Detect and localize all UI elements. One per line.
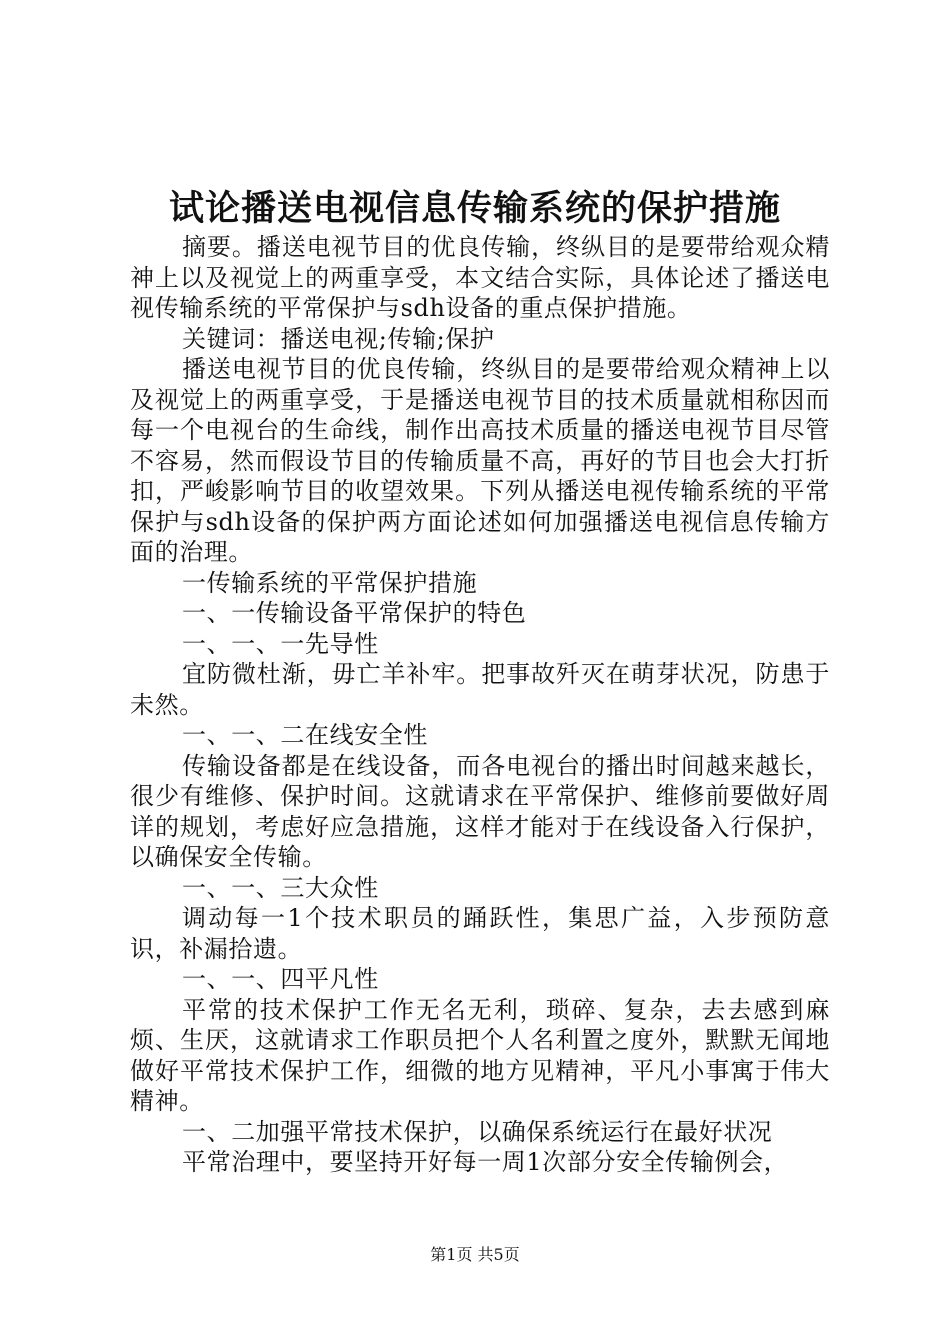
subsubsection-heading: 一、一、二在线安全性 bbox=[182, 721, 428, 749]
section-heading: 一传输系统的平常保护措施 bbox=[182, 568, 478, 597]
subsubsection-heading: 一、一、一先导性 bbox=[182, 629, 379, 658]
body-paragraph: 平常的技术保护工作无名无利，琐碎、复杂，去去感到麻烦、生厌，这就请求工作职员把个人名利置之度外，默默无闻地做好平常技术保护工作，细微的地方见精神，平凡小事寓于伟大精神。 bbox=[130, 995, 830, 1115]
page-footer: 第1页 共5页 bbox=[430, 1245, 520, 1264]
subsection-heading: 一、二加强平常技术保护，以确保系统运行在最好状况 bbox=[182, 1117, 773, 1146]
document-title: 试论播送电视信息传输系统的保护措施 bbox=[168, 188, 781, 229]
body-paragraph: 调动每一1个技术职员的踊跃性，集思广益，入步预防意识，补漏拾遗。 bbox=[130, 904, 830, 963]
document-body bbox=[130, 232, 830, 1178]
body-paragraph: 播送电视节目的优良传输，终纵目的是要带给观众精神上以及视觉上的两重享受，于是播送电视节目的技术质量就相称因而每一个电视台的生命线，制作出高技术质量的播送电视节目尽管不容易，然而假设节目的传输质量不高，再好的节目也会大打折扣，严峻影响节目的收望效果。下列从播送电视传输系统的平常保护与sdh设备的保护两方面论述如何加强播送电视信息传输方面的治理。 bbox=[130, 355, 830, 566]
keywords-paragraph: 关键词：播送电视;传输;保护 bbox=[182, 324, 495, 353]
subsection-heading: 一、一传输设备平常保护的特色 bbox=[182, 599, 527, 627]
abstract-paragraph: 摘要。播送电视节目的优良传输，终纵目的是要带给观众精神上以及视觉上的两重享受，本文结合实际，具体论述了播送电视传输系统的平常保护与sdh设备的重点保护措施。 bbox=[130, 233, 830, 322]
body-paragraph: 宜防微杜渐，毋亡羊补牢。把事故歼灭在萌芽状况，防患于未然。 bbox=[130, 660, 830, 719]
body-paragraph: 传输设备都是在线设备，而各电视台的播出时间越来越长，很少有维修、保护时间。这就请求在平常保护、维修前要做好周详的规划，考虑好应急措施，这样才能对于在线设备入行保护，以确保安全传输。 bbox=[130, 751, 830, 871]
body-paragraph: 平常治理中，要坚持开好每一周1次部分安全传输例会， bbox=[182, 1148, 789, 1176]
subsubsection-heading: 一、一、四平凡性 bbox=[182, 965, 379, 993]
subsubsection-heading: 一、一、三大众性 bbox=[182, 873, 379, 902]
